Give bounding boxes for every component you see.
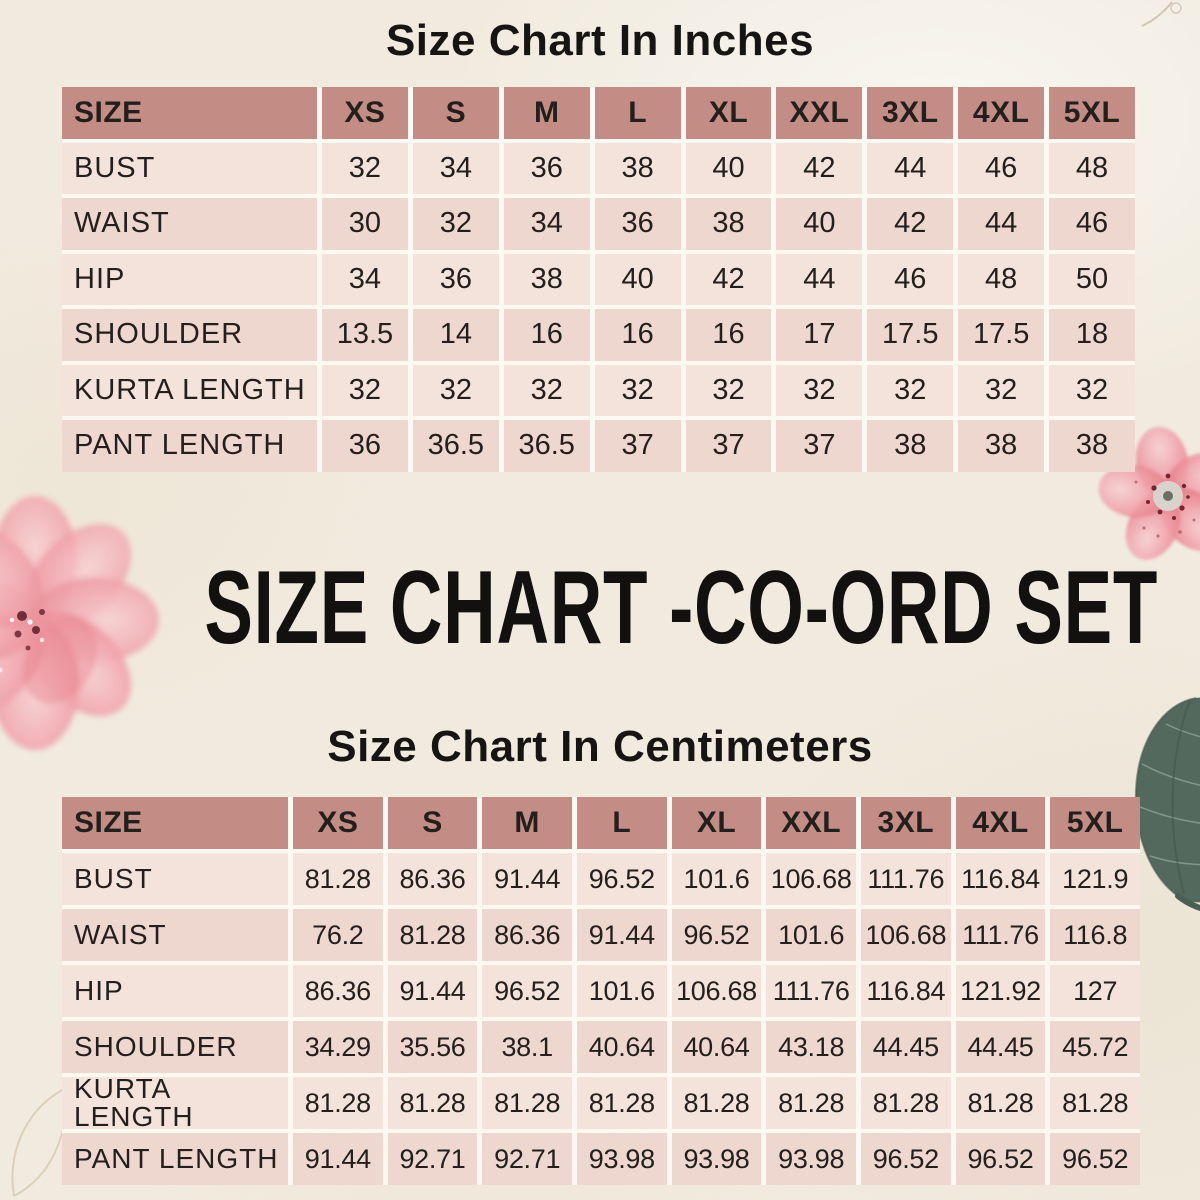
measurement-value: 91.44 [388,965,478,1017]
measurement-row-label: BUST [62,853,288,905]
measurement-value: 81.28 [1050,1077,1140,1129]
measurement-value: 76.2 [293,909,383,961]
size-header: 3XL [861,797,951,849]
measurement-row-label: HIP [62,965,288,1017]
measurement-value: 32 [322,365,408,417]
measurement-value: 48 [958,254,1044,306]
measurement-value: 86.36 [388,853,478,905]
measurement-value: 48 [1049,143,1135,195]
measurement-row-label: HIP [62,254,317,306]
measurement-row-label: KURTA LENGTH [62,365,317,417]
measurement-value: 111.76 [956,909,1046,961]
size-column-header: SIZE [62,797,288,849]
measurement-value: 96.52 [482,965,572,1017]
measurement-value: 34 [504,198,590,250]
measurement-value: 16 [504,309,590,361]
measurement-value: 32 [1049,365,1135,417]
measurement-value: 121.9 [1050,853,1140,905]
measurement-value: 36.5 [413,420,499,472]
measurement-value: 37 [776,420,862,472]
size-header: XXL [766,797,856,849]
measurement-value: 32 [413,365,499,417]
size-header: 5XL [1049,87,1135,139]
measurement-value: 81.28 [766,1077,856,1129]
main-title-text: SIZE CHART -CO-ORD SET [204,550,1159,666]
measurement-value: 101.6 [672,853,762,905]
measurement-value: 36 [413,254,499,306]
measurement-value: 16 [686,309,772,361]
measurement-row-label: BUST [62,143,317,195]
size-header: L [577,797,667,849]
measurement-value: 38 [504,254,590,306]
size-header: 4XL [958,87,1044,139]
measurement-value: 46 [867,254,953,306]
measurement-value: 93.98 [766,1133,856,1185]
measurement-value: 38 [867,420,953,472]
size-header: 4XL [956,797,1046,849]
measurement-value: 91.44 [577,909,667,961]
measurement-value: 32 [776,365,862,417]
measurement-value: 91.44 [482,853,572,905]
size-header: 5XL [1050,797,1140,849]
measurement-value: 44 [776,254,862,306]
inches-size-table [62,87,1135,472]
measurement-value: 42 [867,198,953,250]
size-header: S [388,797,478,849]
measurement-value: 17.5 [958,309,1044,361]
measurement-value: 96.52 [577,853,667,905]
measurement-value: 96.52 [956,1133,1046,1185]
measurement-row-label: PANT LENGTH [62,420,317,472]
measurement-value: 81.28 [293,1077,383,1129]
measurement-value: 93.98 [577,1133,667,1185]
measurement-value: 81.28 [293,853,383,905]
measurement-row-label: WAIST [62,909,288,961]
measurement-value: 30 [322,198,408,250]
measurement-value: 14 [413,309,499,361]
measurement-value: 34.29 [293,1021,383,1073]
measurement-value: 40 [686,143,772,195]
measurement-value: 116.84 [861,965,951,1017]
size-header: XXL [776,87,862,139]
size-header: XL [672,797,762,849]
measurement-value: 96.52 [861,1133,951,1185]
measurement-value: 36 [595,198,681,250]
size-header: M [482,797,572,849]
measurement-value: 35.56 [388,1021,478,1073]
measurement-value: 44 [867,143,953,195]
measurement-row-label: SHOULDER [62,1021,288,1073]
measurement-value: 32 [595,365,681,417]
measurement-value: 42 [776,143,862,195]
size-header: L [595,87,681,139]
measurement-value: 38 [595,143,681,195]
size-column-header: SIZE [62,87,317,139]
measurement-value: 37 [686,420,772,472]
measurement-value: 38 [686,198,772,250]
measurement-value: 111.76 [766,965,856,1017]
measurement-value: 93.98 [672,1133,762,1185]
measurement-value: 18 [1049,309,1135,361]
measurement-value: 106.68 [766,853,856,905]
measurement-value: 38 [958,420,1044,472]
measurement-value: 44.45 [861,1021,951,1073]
measurement-value: 32 [958,365,1044,417]
measurement-value: 86.36 [293,965,383,1017]
measurement-value: 116.8 [1050,909,1140,961]
measurement-value: 121.92 [956,965,1046,1017]
size-header: XS [322,87,408,139]
measurement-value: 127 [1050,965,1140,1017]
measurement-value: 40 [595,254,681,306]
measurement-value: 81.28 [388,1077,478,1129]
measurement-value: 46 [1049,198,1135,250]
measurement-value: 111.76 [861,853,951,905]
measurement-value: 101.6 [577,965,667,1017]
measurement-value: 40.64 [672,1021,762,1073]
measurement-value: 32 [867,365,953,417]
size-header: S [413,87,499,139]
measurement-value: 86.36 [482,909,572,961]
measurement-value: 46 [958,143,1044,195]
measurement-value: 38.1 [482,1021,572,1073]
measurement-row-label: PANT LENGTH [62,1133,288,1185]
measurement-row-label: KURTA LENGTH [62,1077,288,1129]
measurement-value: 81.28 [956,1077,1046,1129]
size-header: 3XL [867,87,953,139]
measurement-value: 81.28 [672,1077,762,1129]
measurement-value: 13.5 [322,309,408,361]
measurement-value: 81.28 [577,1077,667,1129]
measurement-value: 40 [776,198,862,250]
measurement-value: 40.64 [577,1021,667,1073]
measurement-value: 32 [504,365,590,417]
centimeters-table-title: Size Chart In Centimeters [327,722,873,771]
measurement-value: 32 [413,198,499,250]
size-header: XS [293,797,383,849]
measurement-value: 44 [958,198,1044,250]
measurement-value: 42 [686,254,772,306]
centimeters-size-table [62,797,1140,1185]
size-header: M [504,87,590,139]
measurement-value: 37 [595,420,681,472]
measurement-value: 96.52 [672,909,762,961]
measurement-value: 106.68 [672,965,762,1017]
measurement-value: 45.72 [1050,1021,1140,1073]
measurement-value: 17.5 [867,309,953,361]
inches-table-title: Size Chart In Inches [385,16,815,65]
measurement-value: 36.5 [504,420,590,472]
main-title [0,550,1200,666]
size-header: XL [686,87,772,139]
measurement-value: 81.28 [388,909,478,961]
measurement-value: 36 [322,420,408,472]
measurement-value: 44.45 [956,1021,1046,1073]
measurement-value: 96.52 [1050,1133,1140,1185]
measurement-value: 92.71 [482,1133,572,1185]
measurement-row-label: SHOULDER [62,309,317,361]
measurement-value: 92.71 [388,1133,478,1185]
measurement-value: 101.6 [766,909,856,961]
measurement-value: 116.84 [956,853,1046,905]
measurement-value: 106.68 [861,909,951,961]
measurement-value: 38 [1049,420,1135,472]
measurement-value: 43.18 [766,1021,856,1073]
measurement-value: 34 [413,143,499,195]
measurement-value: 50 [1049,254,1135,306]
measurement-row-label: WAIST [62,198,317,250]
measurement-value: 34 [322,254,408,306]
measurement-value: 16 [595,309,681,361]
measurement-value: 32 [686,365,772,417]
measurement-value: 91.44 [293,1133,383,1185]
measurement-value: 81.28 [482,1077,572,1129]
measurement-value: 32 [322,143,408,195]
measurement-value: 36 [504,143,590,195]
measurement-value: 81.28 [861,1077,951,1129]
measurement-value: 17 [776,309,862,361]
